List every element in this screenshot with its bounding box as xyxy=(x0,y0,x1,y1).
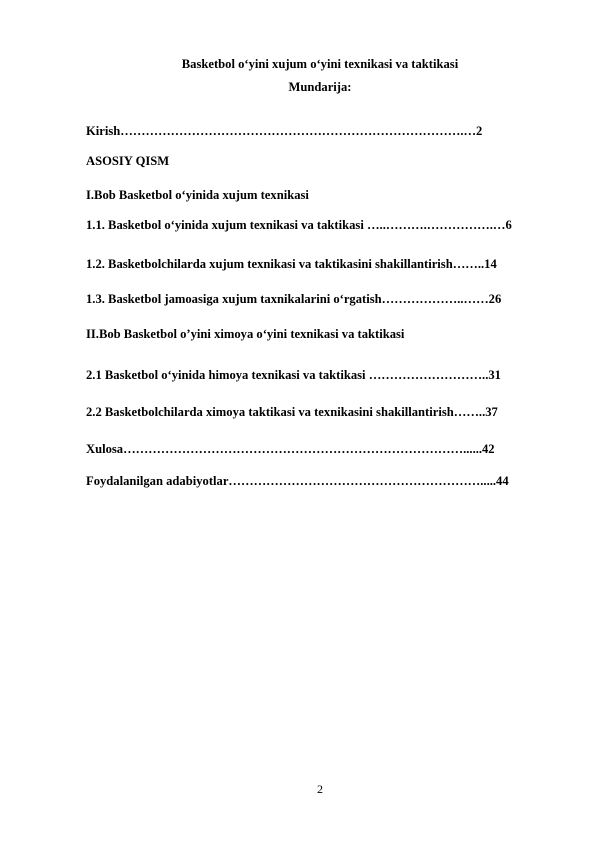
toc-entry-chapter-1: I.Bob Basketbol o‘yinida xujum texnikasi xyxy=(86,188,309,202)
toc-entry-section-1-3: 1.3. Basketbol jamoasiga xujum taxnikalarini o‘rgatish………………..……26 xyxy=(86,292,502,306)
toc-entry-main-part: ASOSIY QISM xyxy=(86,154,170,168)
toc-entry-section-2-2: 2.2 Basketbolchilarda ximoya taktikasi va texnikasini shakillantirish……..37 xyxy=(86,405,498,419)
page-number: 2 xyxy=(317,782,323,796)
toc-entry-section-2-1: 2.1 Basketbol o‘yinida himoya texnikasi va taktikasi ………………………..31 xyxy=(86,368,501,382)
toc-entry-section-1-2: 1.2. Basketbolchilarda xujum texnikasi va taktikasini shakillantirish……..14 xyxy=(86,257,497,271)
toc-entry-conclusion: Xulosa………………………………………………………………………......42 xyxy=(86,442,495,456)
toc-entry-chapter-2: II.Bob Basketbol o’yini ximoya o‘yini texnikasi va taktikasi xyxy=(86,327,405,341)
toc-entry-references: Foydalanilgan adabiyotlar…………………………………………………….....44 xyxy=(86,474,509,488)
toc-entry-section-1-1: 1.1. Basketbol o‘yinida xujum texnikasi va taktikasi …..……….…………….…6 xyxy=(86,218,512,232)
toc-entry-introduction: Kirish……………………………………………………………………….…2 xyxy=(86,124,483,138)
document-title: Basketbol o‘yini xujum o‘yini texnikasi va taktikasi xyxy=(181,57,459,71)
table-of-contents-heading: Mundarija: xyxy=(288,80,352,94)
